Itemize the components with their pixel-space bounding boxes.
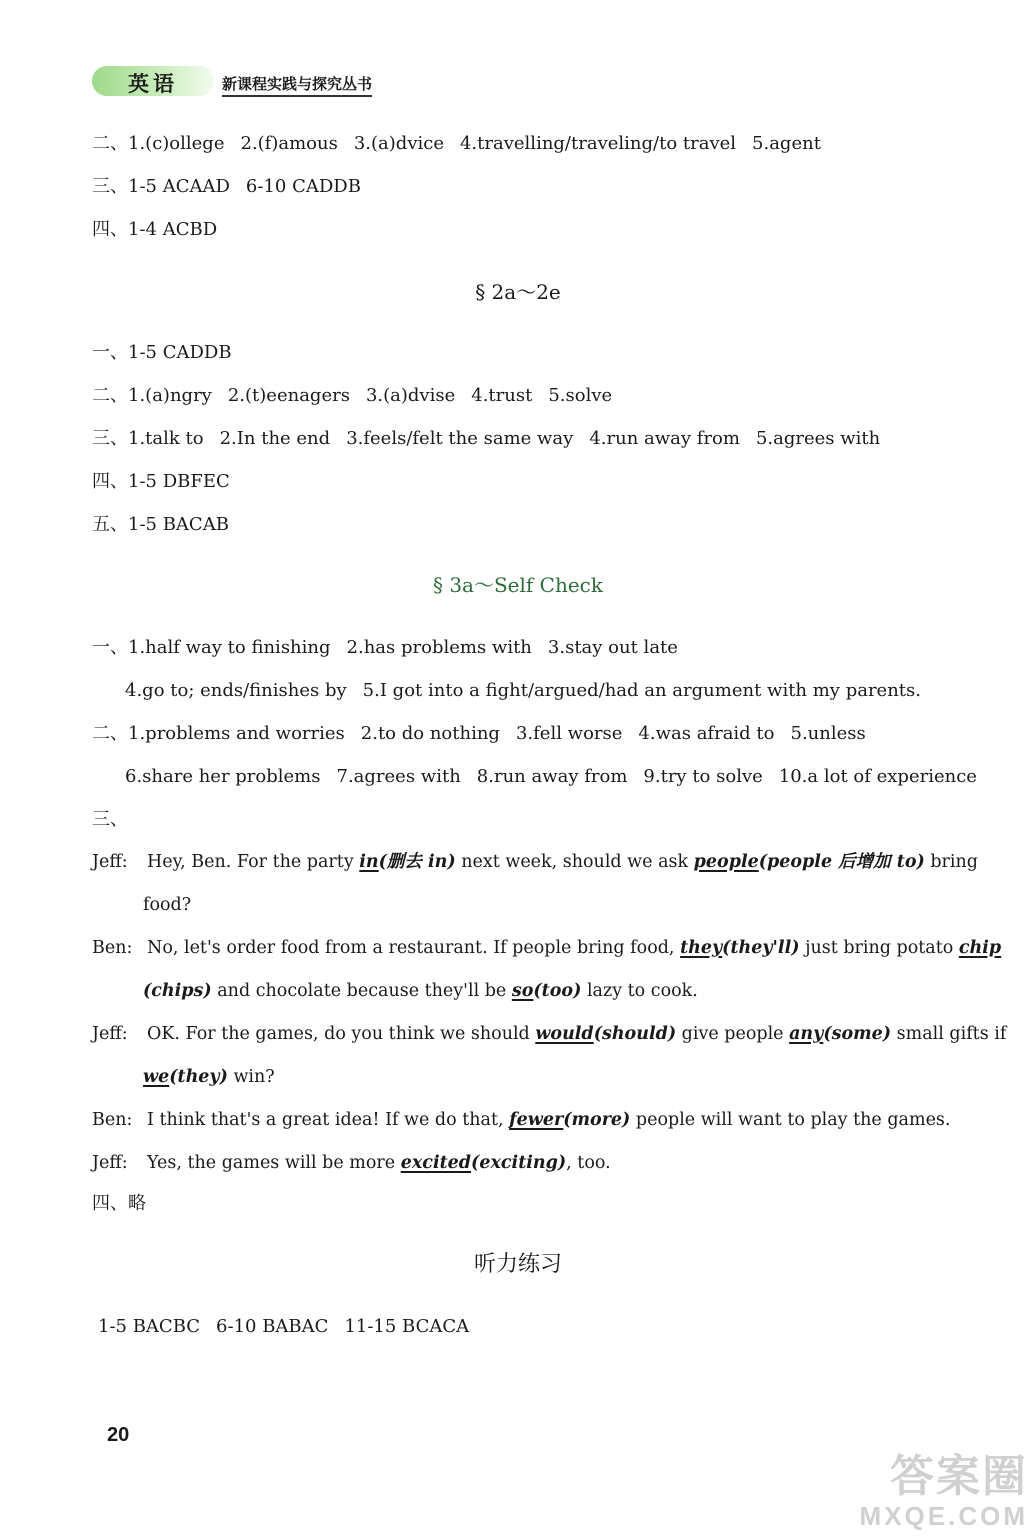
error-word: excited bbox=[400, 1153, 472, 1173]
dialogue-text: next week, should we ask bbox=[455, 852, 694, 872]
question-label: 四、 bbox=[92, 471, 128, 492]
answer-line bbox=[92, 722, 866, 746]
error-word: in bbox=[359, 852, 379, 872]
dialogue-line bbox=[143, 979, 698, 1003]
dialogue-text: small gifts if bbox=[891, 1024, 1007, 1044]
answer-item: 6.share her problems bbox=[125, 766, 321, 787]
correction: (some) bbox=[823, 1024, 892, 1044]
answer-item: 11-15 BCACA bbox=[344, 1316, 470, 1337]
answer-line bbox=[125, 765, 977, 789]
answer-item: 1.problems and worries bbox=[128, 723, 345, 744]
dialogue-line: food? bbox=[143, 895, 192, 915]
answer-item: 5.unless bbox=[790, 723, 866, 744]
dialogue-text: I think that's a great idea! If we do that, bbox=[147, 1110, 510, 1130]
answer-line bbox=[92, 175, 361, 199]
question-label: 二、 bbox=[92, 385, 128, 406]
speaker: Jeff: bbox=[92, 1024, 128, 1044]
watermark-top: 答案圈 bbox=[890, 1452, 1028, 1501]
dialogue-text: , too. bbox=[566, 1153, 611, 1173]
answer-item: 2.In the end bbox=[219, 428, 331, 449]
answer-item: 2.has problems with bbox=[346, 637, 532, 658]
answer-item: 3.feels/felt the same way bbox=[346, 428, 574, 449]
dialogue-line bbox=[92, 936, 1001, 960]
error-word: they bbox=[680, 938, 723, 958]
answer-item: 3.fell worse bbox=[515, 723, 623, 744]
answer-item: 6-10 CADDB bbox=[245, 176, 361, 197]
dialogue-line bbox=[92, 1108, 950, 1132]
question-label: 四、 bbox=[92, 219, 128, 240]
answer-line bbox=[92, 218, 217, 242]
speaker: Jeff: bbox=[92, 852, 128, 872]
dialogue-text: No, let's order food from a restaurant. If people bring food, bbox=[147, 938, 681, 958]
speaker: Jeff: bbox=[92, 1153, 128, 1173]
page-number: 20 bbox=[107, 1424, 130, 1446]
section-title: 听力练习 bbox=[473, 1252, 562, 1277]
answer-item: 6-10 BABAC bbox=[216, 1316, 329, 1337]
question-label: 三、 bbox=[92, 809, 128, 830]
correction: (they'll) bbox=[722, 938, 800, 958]
answer-item: 1.(a)ngry bbox=[128, 385, 212, 406]
answer-line bbox=[92, 470, 230, 494]
speaker: Ben: bbox=[92, 1110, 133, 1130]
question-label: 一、 bbox=[92, 342, 128, 363]
answer-item: 1.half way to finishing bbox=[128, 637, 331, 658]
error-word: would bbox=[535, 1024, 594, 1044]
dialogue-text: Hey, Ben. For the party bbox=[147, 852, 360, 872]
question-label: 五、 bbox=[92, 514, 128, 535]
answer-item: 8.run away from bbox=[476, 766, 628, 787]
error-word: any bbox=[789, 1024, 824, 1044]
error-word: chip bbox=[958, 938, 1002, 958]
error-word: so bbox=[511, 981, 534, 1001]
correction: (should) bbox=[593, 1024, 677, 1044]
answer-item: 5.I got into a fight/argued/had an argument with my parents. bbox=[362, 680, 921, 701]
error-word: fewer bbox=[509, 1110, 564, 1130]
dialogue-text: win? bbox=[227, 1067, 275, 1087]
answer-line bbox=[92, 427, 880, 451]
correction: (chips) bbox=[143, 981, 212, 1001]
answer-item: 9.try to solve bbox=[643, 766, 763, 787]
answer-item: 7.agrees with bbox=[336, 766, 461, 787]
dialogue-line bbox=[92, 1022, 1006, 1046]
question-label: 二、 bbox=[92, 133, 128, 154]
answer-item: 3.stay out late bbox=[547, 637, 678, 658]
dialogue-text: people will want to play the games. bbox=[630, 1110, 951, 1130]
question-label: 三、 bbox=[92, 176, 128, 197]
subject-label: 英语 bbox=[128, 71, 178, 96]
dialogue-text: bring bbox=[924, 852, 978, 872]
answer-item: 4.run away from bbox=[589, 428, 740, 449]
answer-item: 2.(f)amous bbox=[240, 133, 338, 154]
dialogue-text: OK. For the games, do you think we should bbox=[147, 1024, 536, 1044]
answer-line bbox=[125, 679, 921, 703]
answer-item: 1.talk to bbox=[128, 428, 204, 449]
dialogue-line bbox=[143, 1065, 275, 1089]
answer-item: 1-5 DBFEC bbox=[128, 471, 230, 492]
section-title: § 2a～2e bbox=[475, 280, 561, 304]
question-label: 一、 bbox=[92, 637, 128, 658]
correction: (删去 in) bbox=[378, 852, 456, 872]
answer-line bbox=[92, 636, 678, 660]
answer-item: 4.travelling/traveling/to travel bbox=[459, 133, 737, 154]
correction: (exciting) bbox=[471, 1153, 567, 1173]
watermark bbox=[828, 1452, 1028, 1530]
answer-line bbox=[92, 132, 821, 156]
dialogue-text: and chocolate because they'll be bbox=[211, 981, 512, 1001]
answer-item: 2.to do nothing bbox=[360, 723, 500, 744]
correction: (they) bbox=[169, 1067, 228, 1087]
error-word: we bbox=[143, 1067, 170, 1087]
speaker: Ben: bbox=[92, 938, 133, 958]
question-label: 三、 bbox=[92, 428, 128, 449]
series-title: 新课程实践与探究丛书 bbox=[222, 73, 372, 97]
answer-line bbox=[92, 513, 229, 537]
answer-item: 1-5 CADDB bbox=[128, 342, 232, 363]
answer-item: 3.(a)dvice bbox=[353, 133, 444, 154]
dialogue-text: give people bbox=[676, 1024, 790, 1044]
answer-item: 1-4 ACBD bbox=[128, 219, 218, 240]
dialogue-text: lazy to cook. bbox=[581, 981, 698, 1001]
section-title: § 3a～Self Check bbox=[432, 573, 604, 597]
question-label: 二、 bbox=[92, 723, 128, 744]
answer-item: 3.(a)dvise bbox=[365, 385, 456, 406]
answer-item: 1.(c)ollege bbox=[128, 133, 225, 154]
answer-item: 4.was afraid to bbox=[638, 723, 775, 744]
answer-item: 5.solve bbox=[548, 385, 613, 406]
answer-item: 2.(t)eenagers bbox=[227, 385, 350, 406]
answer-item: 10.a lot of experience bbox=[778, 766, 977, 787]
answer-line bbox=[92, 341, 232, 365]
answer-item: 5.agent bbox=[752, 133, 821, 154]
dialogue-line bbox=[92, 850, 978, 874]
answer-line: 四、略 bbox=[92, 1193, 146, 1214]
error-word: people bbox=[693, 852, 759, 872]
correction: (too) bbox=[533, 981, 582, 1001]
watermark-bottom: MXQE.COM bbox=[859, 1501, 1028, 1531]
dialogue-text: just bring potato bbox=[799, 938, 959, 958]
answer-item: 1-5 ACAAD bbox=[128, 176, 230, 197]
dialogue-text: Yes, the games will be more bbox=[147, 1153, 401, 1173]
correction: (more) bbox=[563, 1110, 631, 1130]
answer-item: 4.trust bbox=[471, 385, 533, 406]
answer-line bbox=[92, 384, 612, 408]
dialogue-line bbox=[92, 1151, 611, 1175]
answer-item: 1-5 BACAB bbox=[128, 514, 229, 535]
answer-line bbox=[98, 1315, 469, 1339]
answer-item: 5.agrees with bbox=[755, 428, 881, 449]
answer-item: 4.go to; ends/finishes by bbox=[125, 680, 347, 701]
answer-item: 1-5 BACBC bbox=[98, 1316, 201, 1337]
correction: (people 后增加 to) bbox=[758, 852, 925, 872]
